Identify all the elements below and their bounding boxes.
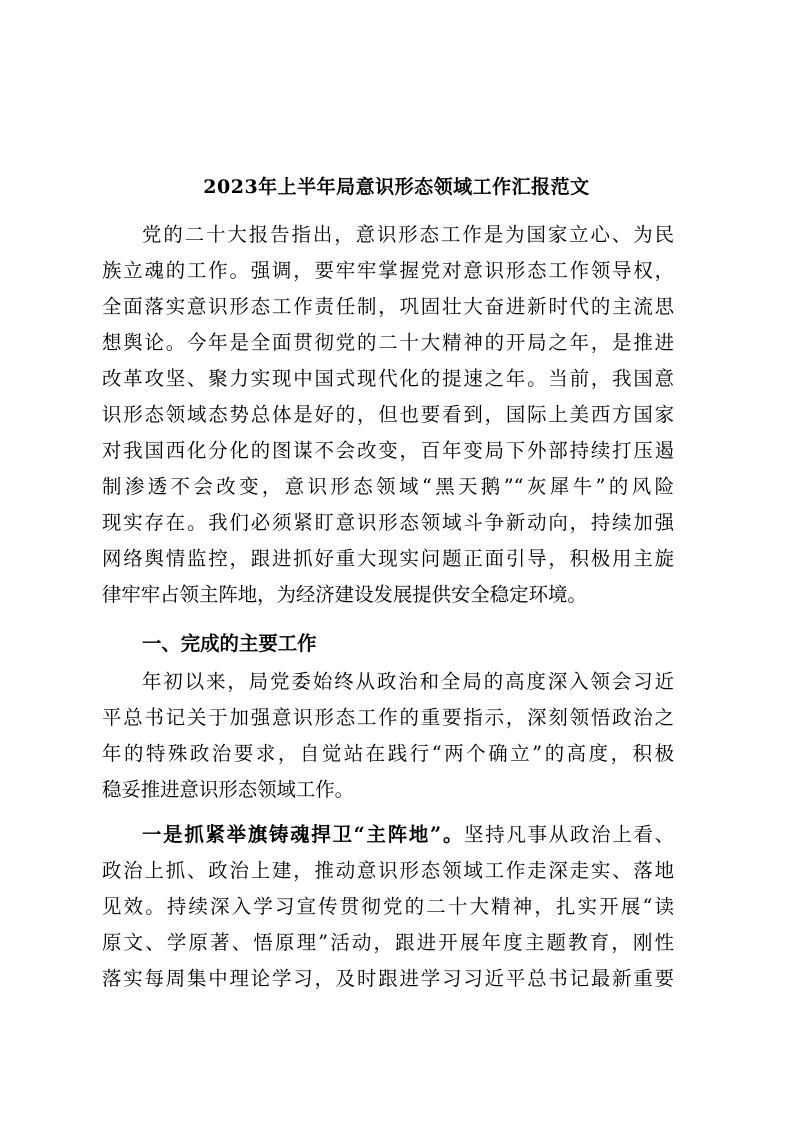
intro-line: 制渗透不会改变，意识形态领域“黑天鹅”“灰犀牛”的风险 — [102, 475, 674, 498]
intro-line: 全面落实意识形态工作责任制，巩固壮大奋进新时代的主流思 — [102, 295, 674, 318]
intro-line: 党的二十大报告指出，意识形态工作是为国家立心、为民 — [142, 223, 674, 246]
point-lead-bold: 一是抓紧举旗铸魂捍卫“主阵地”。 — [142, 823, 465, 846]
section-line: 平总书记关于加强意识形态工作的重要指示，深刻领悟政治之 — [102, 706, 674, 729]
intro-line: 对我国西化分化的图谋不会改变，百年变局下外部持续打压遏 — [102, 439, 674, 462]
section-line: 年初以来，局党委始终从政治和全局的高度深入领会习近 — [142, 670, 674, 693]
point-line: 政治上抓、政治上建，推动意识形态领域工作走深走实、落地 — [102, 859, 674, 882]
intro-line: 改革攻坚、聚力实现中国式现代化的提速之年。当前，我国意 — [102, 367, 674, 390]
point-lead-rest: 坚持凡事从政治上看、 — [464, 823, 674, 846]
section-line: 年的特殊政治要求，自觉站在践行“两个确立”的高度，积极 — [102, 742, 674, 765]
intro-line: 族立魂的工作。强调，要牢牢掌握党对意识形态工作领导权， — [102, 259, 674, 282]
point-first-line — [142, 819, 674, 851]
section-heading: 一、完成的主要工作 — [142, 632, 317, 655]
point-line: 见效。持续深入学习宣传贯彻党的二十大精神，扎实开展“读 — [102, 895, 674, 918]
intro-line: 现实存在。我们必须紧盯意识形态领域斗争新动向，持续加强 — [102, 511, 674, 534]
intro-line: 网络舆情监控，跟进抓好重大现实问题正面引导，积极用主旋 — [102, 547, 674, 570]
intro-line: 律牢牢占领主阵地，为经济建设发展提供安全稳定环境。 — [102, 583, 587, 606]
document-title: 2023年上半年局意识形态领域工作汇报范文 — [203, 176, 590, 198]
intro-line: 识形态领域态势总体是好的，但也要看到，国际上美西方国家 — [102, 403, 674, 426]
point-line: 原文、学原著、悟原理”活动，跟进开展年度主题教育，刚性 — [102, 931, 674, 954]
point-line: 落实每周集中理论学习，及时跟进学习习近平总书记最新重要 — [102, 967, 674, 990]
section-line: 稳妥推进意识形态领域工作。 — [102, 778, 355, 801]
intro-line: 想舆论。今年是全面贯彻党的二十大精神的开局之年，是推进 — [102, 331, 674, 354]
